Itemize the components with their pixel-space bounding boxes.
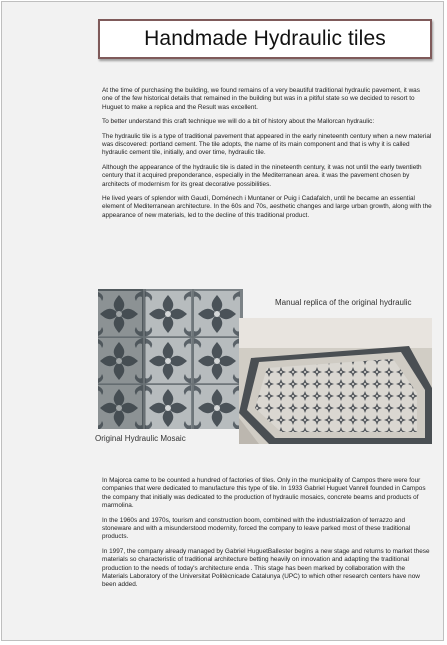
history-paragraph: In Majorca came to be counted a hundred of factories of tiles. Only in the municipality of Campos there were four companies that were dedicated to manufacture this type of tile. In 1933 Gabriel Huguet Vanrell founded in Campos the company that initially was dedicated to the production of hydraulic mosaics, concrete beams and products of marmolina. [102,477,426,510]
document-page [1,1,444,641]
title-box [98,19,432,59]
original-mosaic-photo [98,289,243,429]
replica-floor-photo [239,318,432,444]
intro-paragraph: Although the appearance of the hydraulic tile is dated in the nineteenth century, it was not until the early twentieth century that it acquired preponderance, especially in the Mediterranean area. it was the pavement chosen by architects of modernism for its great decorative possibilities. [102,163,422,188]
history-paragraph: In the 1960s and 1970s, tourism and construction boom, combined with the industrialization of terrazzo and stoneware and with a misunderstood modernity, forced the company to leave parked most of these traditional products. [102,516,411,541]
intro-text [102,87,432,226]
history-text [102,477,432,596]
intro-paragraph: The hydraulic tile is a type of traditional pavement that appeared in the early nineteenth century when a new material was discovered: portland cement. The tile adopts, the name of its main component and that is why it is called hydraulic cement tile, initially, and over time, hydraulic tile. [102,132,432,157]
page-title: Handmade Hydraulic tiles [144,27,386,50]
replica-caption: Manual replica of the original hydraulic [275,298,412,307]
original-caption: Original Hydraulic Mosaic [95,434,186,443]
intro-paragraph: To better understand this craft technique we will do a bit of history about the Mallorcan hydraulic: [102,118,375,126]
history-paragraph: In 1997, the company already managed by Gabriel HuguetBallester begins a new stage and returns to market these materials so characteristic of traditional architecture betting heavily on innovation and adapting the traditional production to the needs of today's architecture enda . This stage has been marked by collaboration with the Materials Laboratory of the Universitat Politècnicade Catalunya (UPC) to which other research centers have now been added. [102,547,430,589]
intro-paragraph: At the time of purchasing the building, we found remains of a very beautiful traditional hydraulic pavement, it was one of the few historical details that remained in the building but was in a pitiful state so we decided to resort to Huguet to make a replica and the Result was excellent. [102,87,420,111]
intro-paragraph: He lived years of splendor with Gaudí, Doménech i Muntaner or Puig i Cadafalch, until he became an essential element of Mediterranean architecture. In the 60s and 70s, aesthetic changes and large urban growth, along with the appearance of new materials, led to the decline of this traditional product. [102,195,432,219]
